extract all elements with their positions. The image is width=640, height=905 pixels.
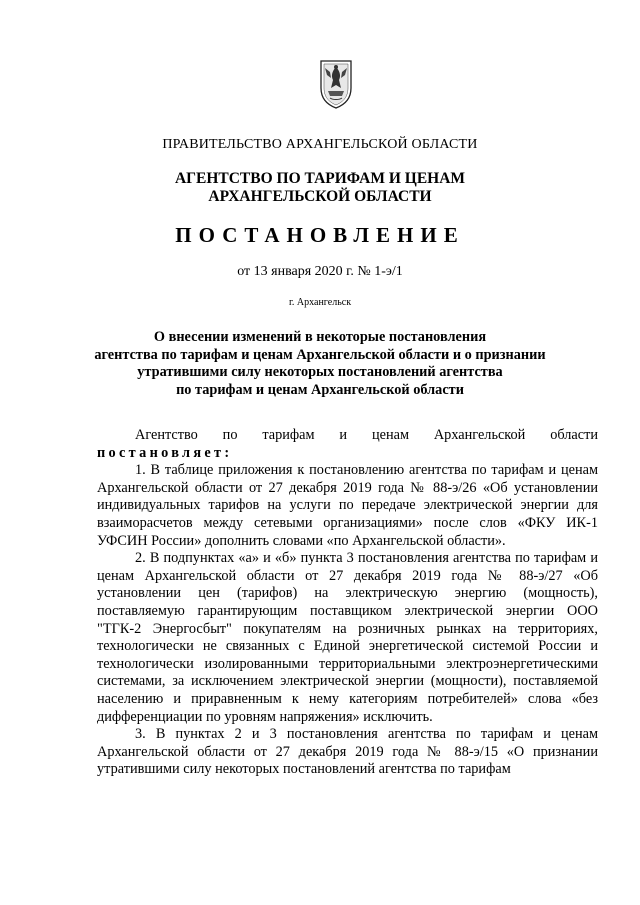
document-subject [0,329,640,399]
document-city: г. Архангельск [288,297,352,308]
coat-of-arms-icon [318,58,354,110]
item-1-paragraph: 1. В таблице приложения к постановлению агентства по тарифам и ценам Архангельской области от 27 декабря 2019 года № 88-э/26 «Об установлении индивидуальных тарифов на услуги по передаче электрической энергии для взаиморасчетов между сетевыми организациями» после слов «ФКУ ИК-1 УФСИН России» дополнить словами «по Архангельской области». [97,462,598,549]
document-date-number: от 13 января 2020 г. № 1-э/1 [237,264,403,279]
item-3-paragraph: 3. В пунктах 2 и 3 постановления агентства по тарифам и ценам Архангельской области от 27 декабря 2019 года № 88-э/15 «О признании утратившими силу некоторых постановлений агентства по тарифам [97,726,598,778]
item-2-paragraph: 2. В подпунктах «а» и «б» пункта 3 постановления агентства по тарифам и ценам Архангельской области от 27 декабря 2019 года № 88-э/27 «Об установлении цен (тарифов) на электрическую энергию (мощность), поставляемую гарантирующим поставщиком электрической энергии ООО "ТГК-2 Энергосбыт" покупателям на розничных рынках на территориях, технологически не связанных с Единой энергетической системой России и технологически изолированными территориальными электроэнергетическими системами, за исключением электрической энергии (мощности), поставляемой населению и приравненным к нему категориям потребителей» слова «без дифференциации по уровням напряжения» исключить. [97,550,598,725]
document-type: ПОСТАНОВЛЕНИЕ [175,223,465,247]
agency-name-line-1: АГЕНТСТВО ПО ТАРИФАМ И ЦЕНАМ [174,170,466,187]
document-body [97,427,598,779]
intro-text: Агентство по тарифам и ценам Архангельской области [135,427,598,443]
government-name: ПРАВИТЕЛЬСТВО АРХАНГЕЛЬСКОЙ ОБЛАСТИ [162,137,478,152]
resolves-word: постановляет: [97,444,233,461]
agency-name-line-2: АРХАНГЕЛЬСКОЙ ОБЛАСТИ [208,188,432,205]
subject-line-2: агентства по тарифам и ценам Архангельской области и о признании [94,346,546,363]
agency-name [0,170,640,206]
subject-line-3: утратившими силу некоторых постановлений агентства [137,364,503,380]
subject-line-1: О внесении изменений в некоторые постановления [153,329,487,345]
subject-line-4: по тарифам и ценам Архангельской области [176,381,464,398]
intro-paragraph [97,427,598,462]
